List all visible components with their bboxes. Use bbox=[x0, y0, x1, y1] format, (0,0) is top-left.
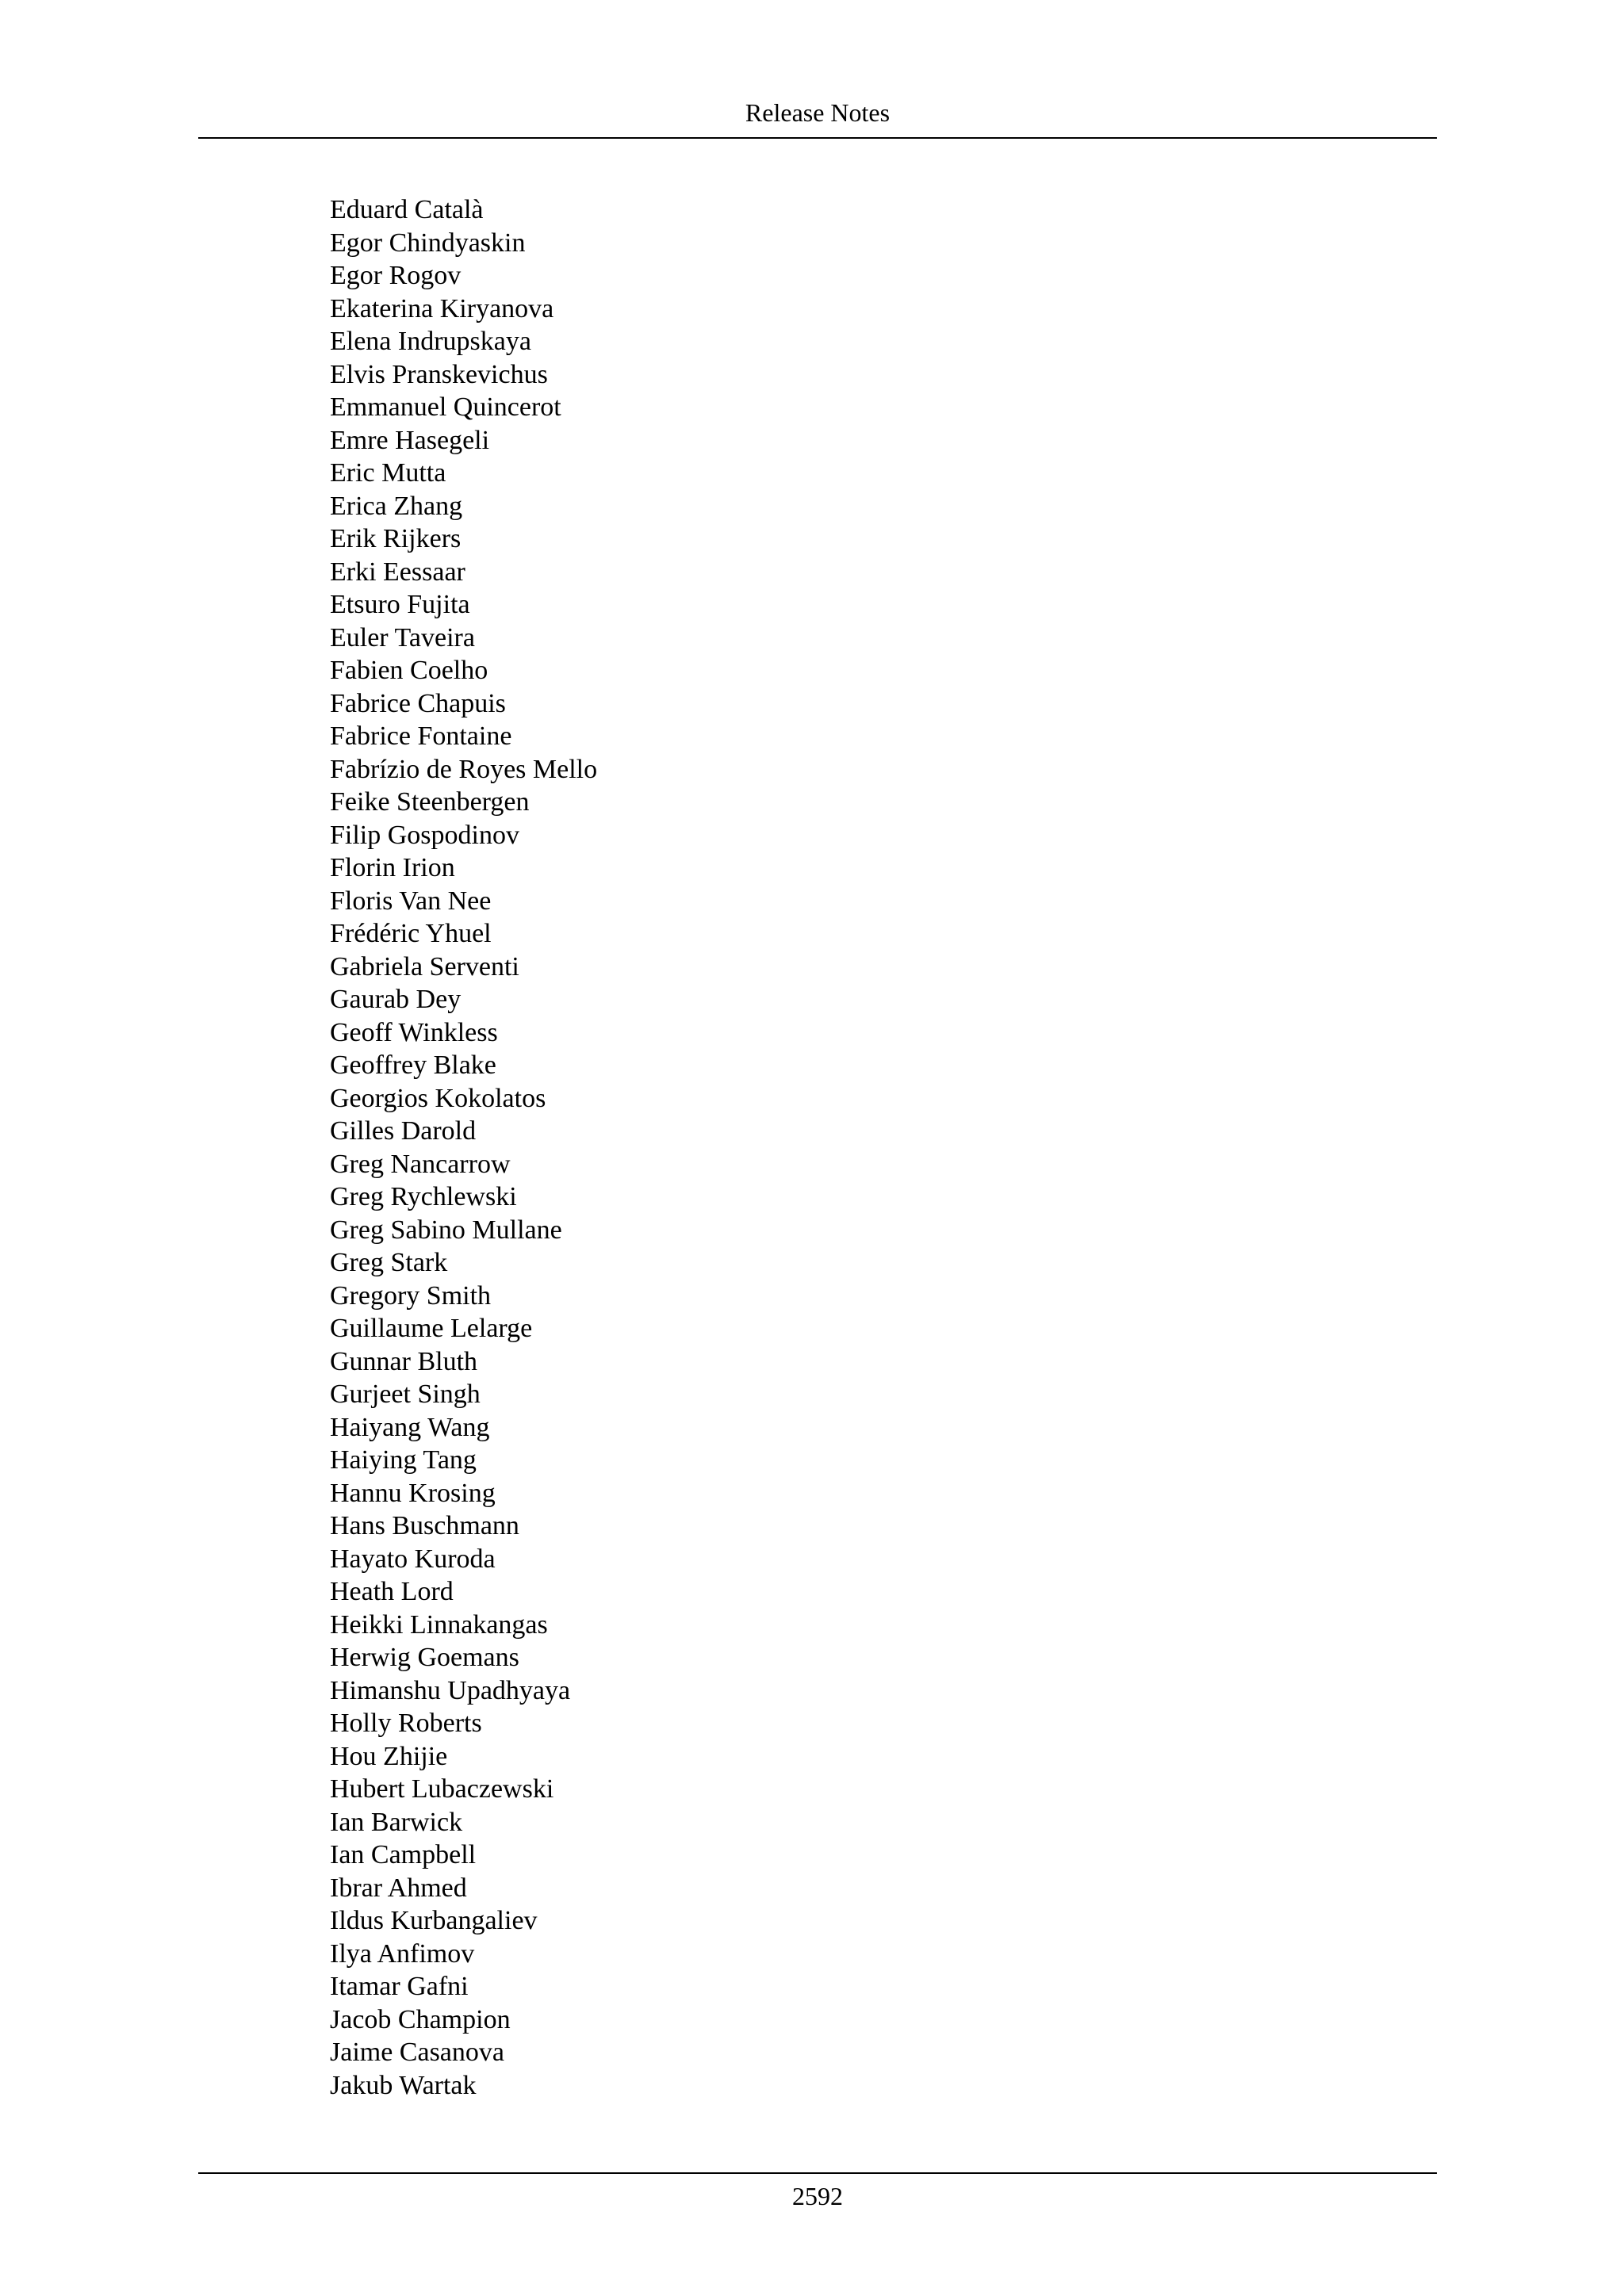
contributor-name: Geoff Winkless bbox=[330, 1017, 498, 1047]
page-number: 2592 bbox=[792, 2182, 843, 2210]
contributor-name: Hubert Lubaczewski bbox=[330, 1774, 554, 1804]
contributor-name: Itamar Gafni bbox=[330, 1972, 469, 2001]
contributor-name: Florin Irion bbox=[330, 853, 455, 882]
header-divider bbox=[198, 137, 1437, 139]
contributor-name: Gabriela Serventi bbox=[330, 951, 519, 982]
contributor-name: Greg Sabino Mullane bbox=[330, 1215, 562, 1245]
contributor-name: Ekaterina Kiryanova bbox=[330, 293, 554, 323]
contributor-name: Etsuro Fujita bbox=[330, 590, 470, 619]
contributor-name: Herwig Goemans bbox=[330, 1643, 519, 1672]
contributor-name: Fabien Coelho bbox=[330, 656, 488, 685]
contributor-name: Elvis Pranskevichus bbox=[330, 359, 548, 389]
contributor-name: Fabrízio de Royes Mello bbox=[330, 754, 598, 784]
footer-divider bbox=[198, 2172, 1437, 2174]
contributor-name: Hou Zhijie bbox=[330, 1741, 448, 1771]
contributor-name: Eduard Català bbox=[330, 195, 484, 224]
contributor-name: Georgios Kokolatos bbox=[330, 1083, 546, 1113]
contributor-name: Ian Barwick bbox=[330, 1807, 463, 1837]
contributor-name: Ildus Kurbangaliev bbox=[330, 1906, 538, 1935]
contributor-name: Gurjeet Singh bbox=[330, 1380, 481, 1409]
contributor-name: Ibrar Ahmed bbox=[330, 1873, 467, 1903]
contributor-name: Haiying Tang bbox=[330, 1445, 477, 1475]
contributor-name: Greg Nancarrow bbox=[330, 1149, 511, 1179]
contributor-name: Ian Campbell bbox=[330, 1840, 477, 1869]
contributor-name-list bbox=[330, 193, 597, 2102]
contributor-name: Jakub Wartak bbox=[330, 2070, 477, 2100]
contributor-name: Elena Indrupskaya bbox=[330, 327, 531, 356]
contributor-name: Fabrice Chapuis bbox=[330, 688, 506, 718]
contributor-name: Egor Chindyaskin bbox=[330, 228, 526, 258]
contributor-name: Erik Rijkers bbox=[330, 524, 462, 553]
contributor-name: Himanshu Upadhyaya bbox=[330, 1675, 571, 1705]
contributor-name: Filip Gospodinov bbox=[330, 820, 519, 850]
contributor-name: Egor Rogov bbox=[330, 261, 462, 290]
contributor-name: Eric Mutta bbox=[330, 458, 446, 488]
contributor-name: Guillaume Lelarge bbox=[330, 1314, 533, 1343]
contributor-name: Ilya Anfimov bbox=[330, 1938, 475, 1969]
contributor-name: Jacob Champion bbox=[330, 2004, 511, 2034]
contributor-name: Greg Stark bbox=[330, 1248, 448, 1277]
contributor-name: Hayato Kuroda bbox=[330, 1544, 496, 1574]
contributor-name: Floris Van Nee bbox=[330, 886, 492, 916]
contributor-name: Geoffrey Blake bbox=[330, 1050, 496, 1080]
contributor-name: Erki Eessaar bbox=[330, 557, 465, 587]
contributor-name: Euler Taveira bbox=[330, 622, 475, 652]
contributor-name: Feike Steenbergen bbox=[330, 787, 530, 817]
contributor-name: Heikki Linnakangas bbox=[330, 1609, 548, 1640]
contributor-name: Gunnar Bluth bbox=[330, 1346, 478, 1376]
contributor-name: Emre Hasegeli bbox=[330, 425, 490, 455]
contributor-name: Gregory Smith bbox=[330, 1280, 492, 1311]
contributor-name: Jaime Casanova bbox=[330, 2038, 504, 2067]
contributor-name: Hans Buschmann bbox=[330, 1511, 519, 1540]
contributor-name: Gaurab Dey bbox=[330, 985, 462, 1014]
contributor-name: Emmanuel Quincerot bbox=[330, 392, 561, 422]
contributor-name: Gilles Darold bbox=[330, 1116, 477, 1146]
contributor-name: Heath Lord bbox=[330, 1577, 454, 1606]
page-header-title: Release Notes bbox=[745, 98, 891, 127]
contributor-name: Haiyang Wang bbox=[330, 1412, 490, 1442]
contributor-name: Holly Roberts bbox=[330, 1709, 482, 1738]
contributor-name: Hannu Krosing bbox=[330, 1478, 496, 1508]
contributor-name: Frédéric Yhuel bbox=[330, 919, 492, 948]
contributor-name: Greg Rychlewski bbox=[330, 1182, 517, 1211]
contributor-name: Erica Zhang bbox=[330, 491, 463, 521]
contributor-name: Fabrice Fontaine bbox=[330, 721, 512, 751]
